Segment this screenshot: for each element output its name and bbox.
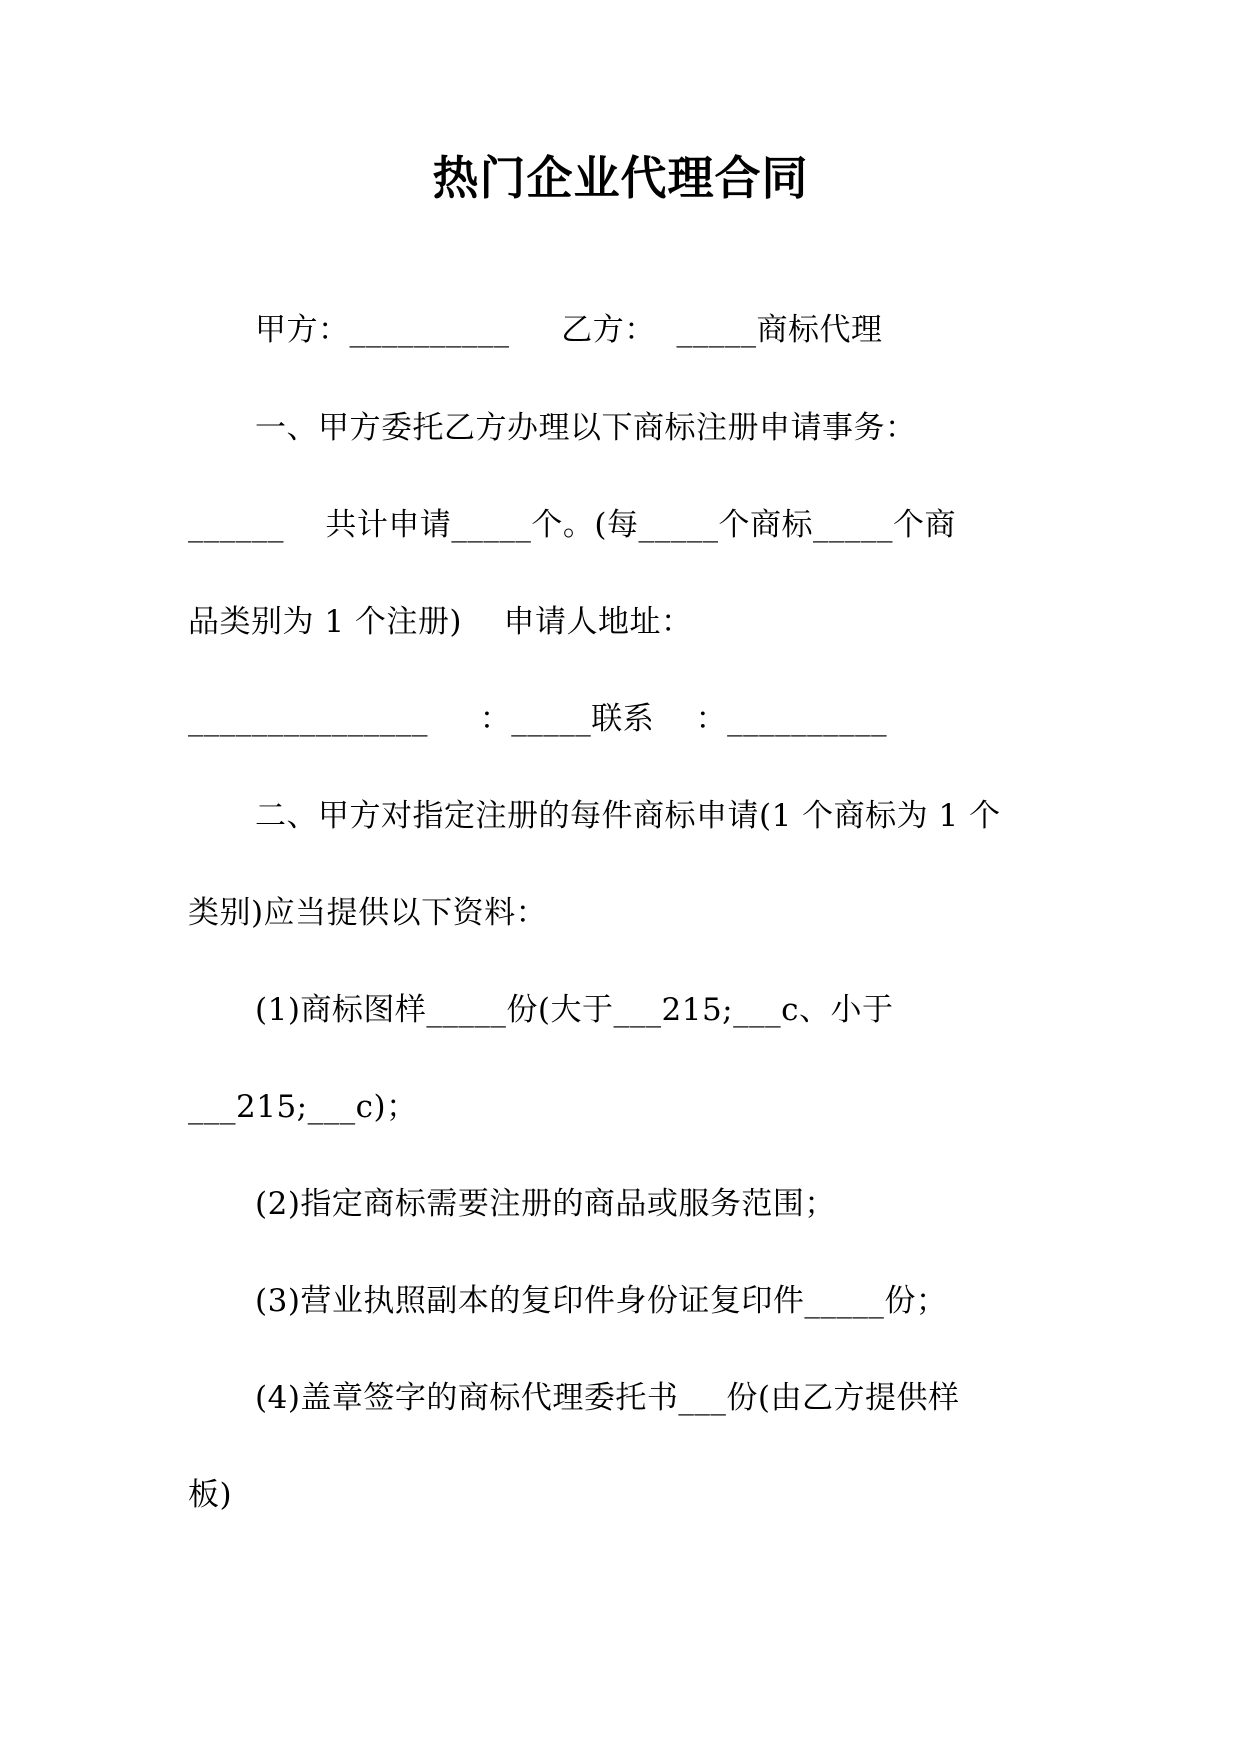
section-one-heading: 一、甲方委托乙方办理以下商标注册申请事务： bbox=[255, 410, 917, 446]
section-two-continuation: 类别)应当提供以下资料： bbox=[188, 895, 548, 931]
applicant-address-line: 品类别为 1 个注册) 申请人地址： bbox=[188, 604, 693, 640]
contact-line: _______________ ：_____联系 ：__________ bbox=[188, 701, 888, 737]
item-1-continuation: ___215;___c)； bbox=[188, 1089, 418, 1125]
item-1-line: (1)商标图样_____份(大于___215;___c、小于 bbox=[255, 992, 894, 1028]
item-3-line: (3)营业执照副本的复印件身份证复印件_____份； bbox=[255, 1283, 948, 1319]
item-4-line: (4)盖章签字的商标代理委托书___份(由乙方提供样 bbox=[255, 1380, 960, 1416]
section-two-heading: 二、甲方对指定注册的每件商标申请(1 个商标为 1 个 bbox=[255, 798, 1001, 834]
application-count-line: ______ 共计申请_____个。(每_____个商标_____个商 bbox=[188, 507, 957, 543]
item-2-line: (2)指定商标需要注册的商品或服务范围； bbox=[255, 1186, 836, 1222]
document-title: 热门企业代理合同 bbox=[432, 151, 809, 205]
party-line: 甲方：__________ 乙方： _____商标代理 bbox=[255, 312, 883, 348]
item-4-continuation: 板) bbox=[188, 1477, 233, 1513]
